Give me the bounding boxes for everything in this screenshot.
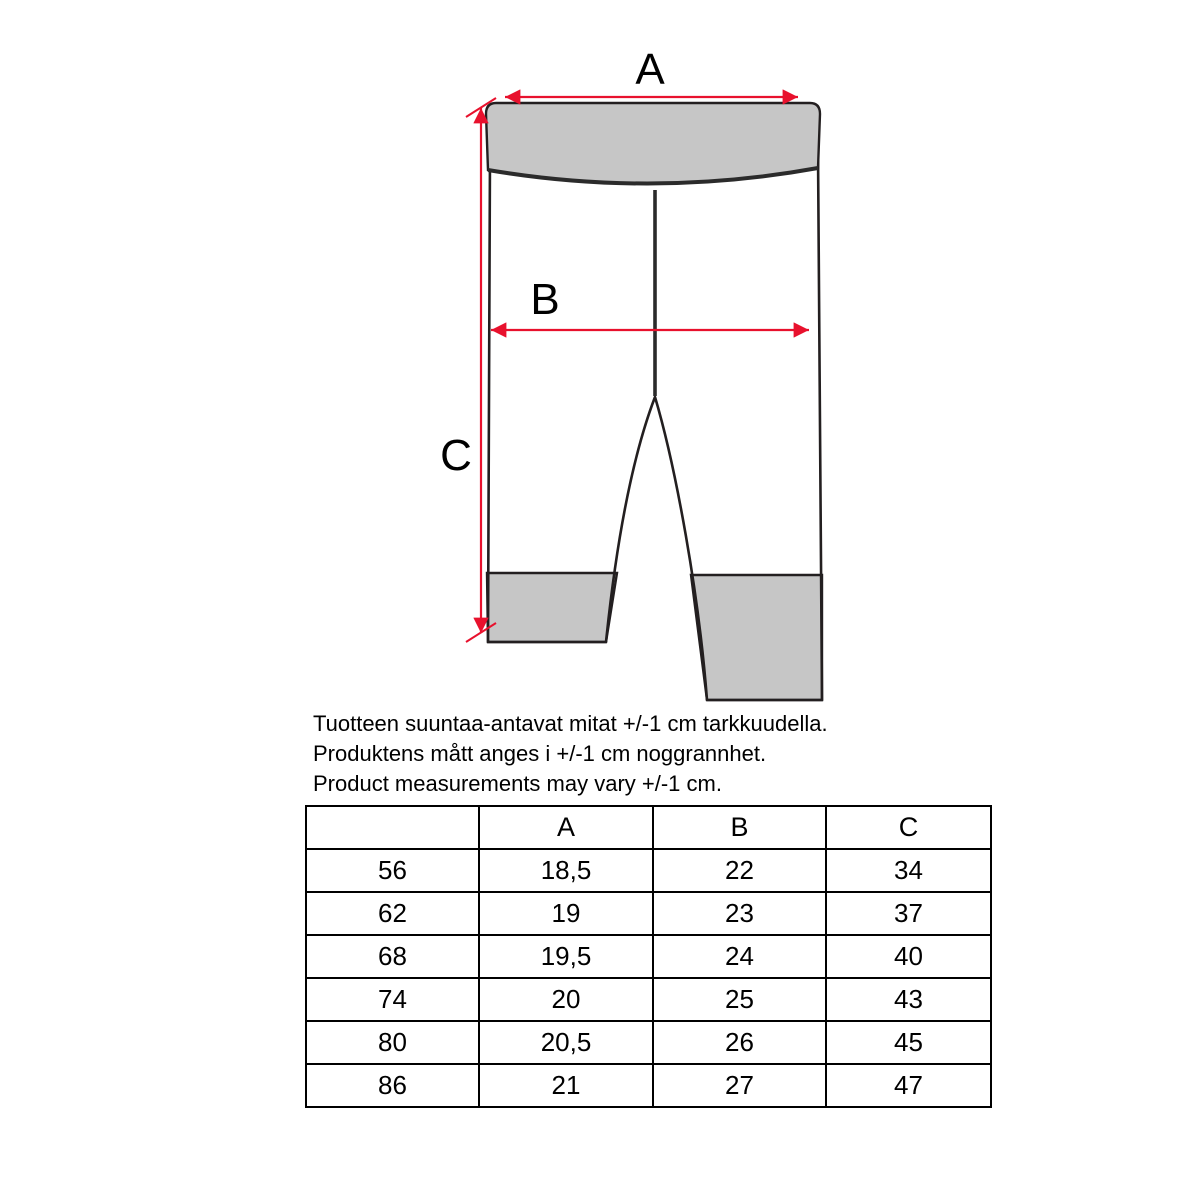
table-header-c: C xyxy=(826,806,991,849)
table-row xyxy=(306,1064,991,1107)
table-cell-c: 40 xyxy=(826,935,991,978)
table-cell-b: 27 xyxy=(653,1064,826,1107)
dimension-a-label: A xyxy=(635,45,665,94)
table-row xyxy=(306,935,991,978)
table-cell-size: 74 xyxy=(306,978,479,1021)
table-header-row xyxy=(306,806,991,849)
note-finnish: Tuotteen suuntaa-antavat mitat +/-1 cm tarkkuudella. xyxy=(313,711,828,736)
waistband-shape xyxy=(486,103,820,184)
dimension-b-label: B xyxy=(530,275,560,324)
pants-drawing xyxy=(410,40,870,720)
left-cuff-shape xyxy=(487,573,617,642)
table-row xyxy=(306,849,991,892)
table-cell-c: 47 xyxy=(826,1064,991,1107)
table-header-size xyxy=(306,806,479,849)
table-cell-a: 18,5 xyxy=(479,849,653,892)
table-cell-c: 34 xyxy=(826,849,991,892)
table-header-a: A xyxy=(479,806,653,849)
table-cell-b: 23 xyxy=(653,892,826,935)
table-cell-size: 56 xyxy=(306,849,479,892)
table-cell-c: 43 xyxy=(826,978,991,1021)
table-cell-b: 25 xyxy=(653,978,826,1021)
table-cell-c: 45 xyxy=(826,1021,991,1064)
note-swedish: Produktens mått anges i +/-1 cm noggrannhet. xyxy=(313,741,767,766)
right-cuff-shape xyxy=(691,575,822,700)
table-row xyxy=(306,892,991,935)
table-cell-b: 26 xyxy=(653,1021,826,1064)
table-cell-a: 20,5 xyxy=(479,1021,653,1064)
tolerance-notes xyxy=(313,709,828,799)
table-cell-size: 80 xyxy=(306,1021,479,1064)
table-row xyxy=(306,978,991,1021)
table-cell-b: 22 xyxy=(653,849,826,892)
note-english: Product measurements may vary +/-1 cm. xyxy=(313,771,722,796)
table-row xyxy=(306,1021,991,1064)
table-cell-a: 21 xyxy=(479,1064,653,1107)
table-cell-b: 24 xyxy=(653,935,826,978)
table-cell-a: 20 xyxy=(479,978,653,1021)
table-cell-size: 62 xyxy=(306,892,479,935)
table-cell-size: 68 xyxy=(306,935,479,978)
table-cell-c: 37 xyxy=(826,892,991,935)
size-table xyxy=(305,805,992,1108)
table-cell-a: 19,5 xyxy=(479,935,653,978)
dimension-c-label: C xyxy=(440,431,472,480)
size-table-container xyxy=(305,805,990,1108)
table-cell-a: 19 xyxy=(479,892,653,935)
table-header-b: B xyxy=(653,806,826,849)
table-cell-size: 86 xyxy=(306,1064,479,1107)
